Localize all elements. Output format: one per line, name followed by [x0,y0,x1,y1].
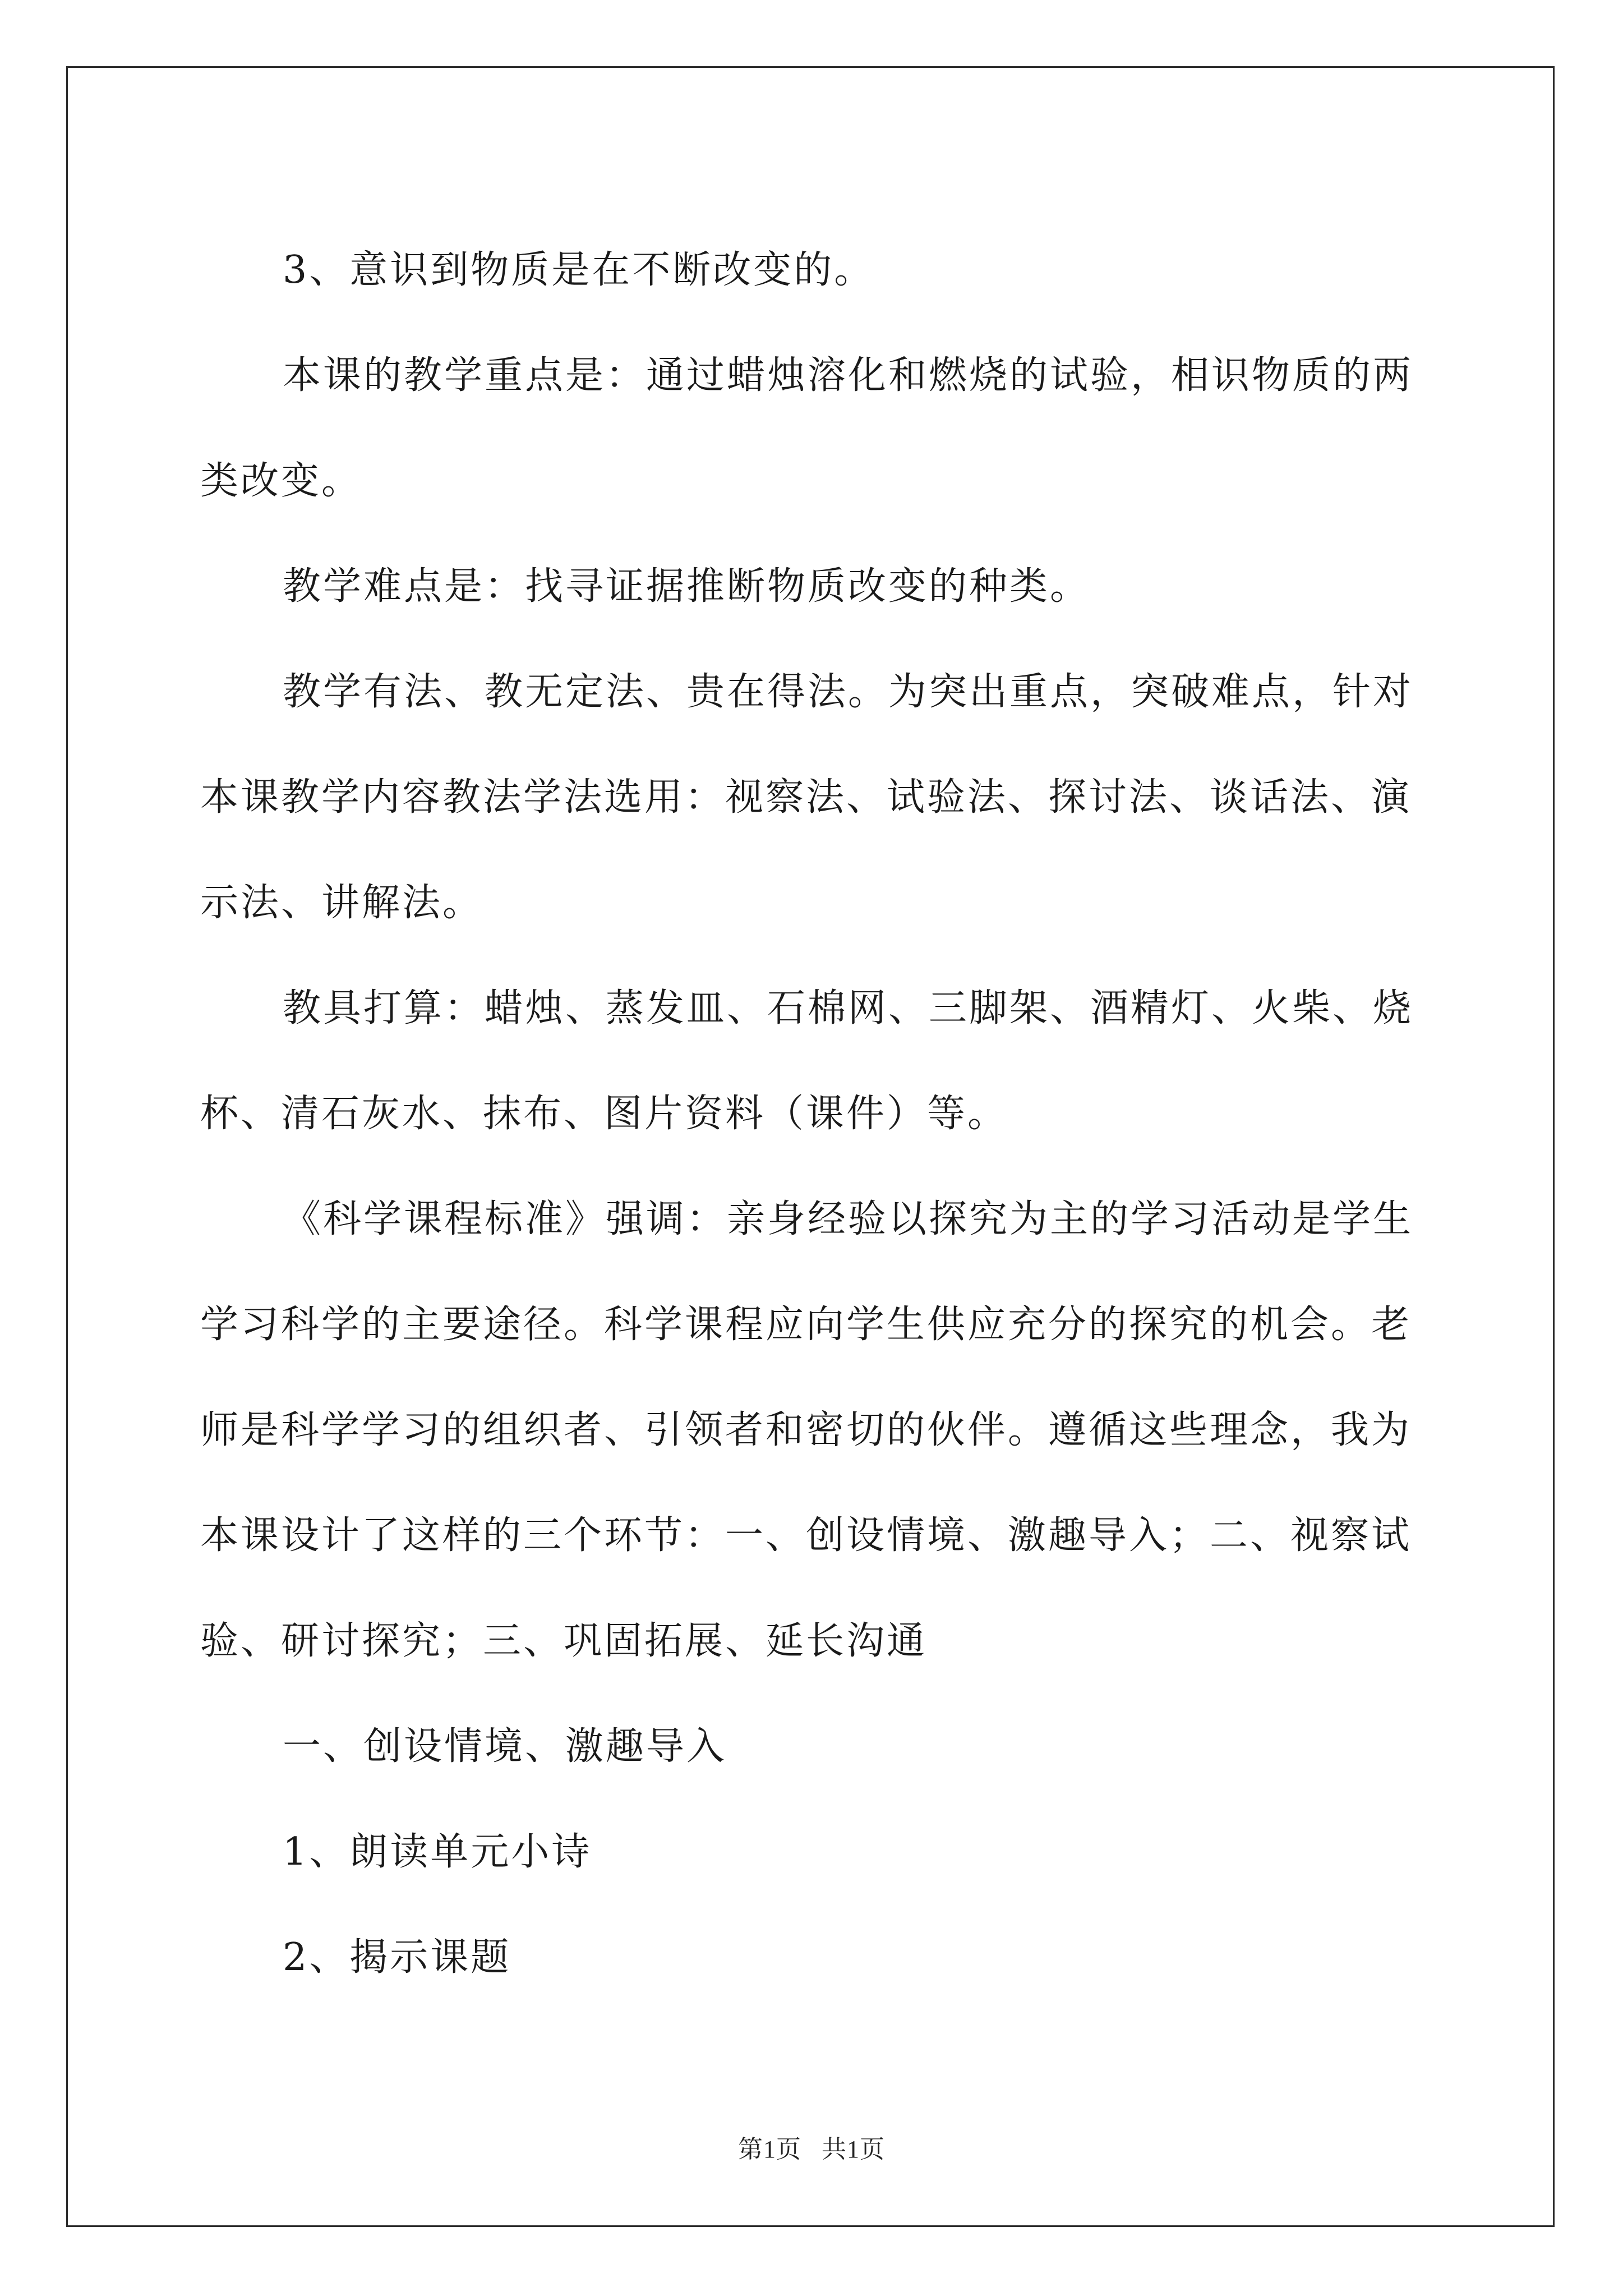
list-item-1: 1、朗读单元小诗 [283,1830,592,1874]
paragraph-teaching-methods: 教学有法、教无定法、贵在得法。为突出重点，突破难点，针对本课教学内容教法学法选用：视察法、试验法、探讨法、谈话法、演示法、讲解法。 [200,670,1414,925]
page-footer [0,2129,1623,2165]
section-heading-1: 一、创设情境、激趣导入 [283,1724,727,1769]
paragraph-objective-3: 3、意识到物质是在不断改变的。 [283,248,875,292]
paragraph-teaching-difficulty: 教学难点是：找寻证据推断物质改变的种类。 [283,564,1091,609]
page-number-current: 第1页 [738,2136,801,2163]
document-body [200,218,1434,2010]
page-number-total: 共1页 [822,2136,885,2163]
list-item-2: 2、揭示课题 [283,1935,511,1980]
paragraph-teaching-aids: 教具打算：蜡烛、蒸发皿、石棉网、三脚架、酒精灯、火柴、烧杯、清石灰水、抹布、图片资料（课件）等。 [200,986,1414,1136]
paragraph-teaching-focus: 本课的教学重点是：通过蜡烛溶化和燃烧的试验，相识物质的两类改变。 [200,353,1414,503]
paragraph-curriculum-standard: 《科学课程标准》强调：亲身经验以探究为主的学习活动是学生学习科学的主要途径。科学课程应向学生供应充分的探究的机会。老师是科学学习的组织者、引领者和密切的伙伴。遵循这些理念，我为本课设计了这样的三个环节：一、创设情境、激趣导入；二、视察试验、研讨探究；三、巩固拓展、延长沟通 [200,1197,1414,1663]
